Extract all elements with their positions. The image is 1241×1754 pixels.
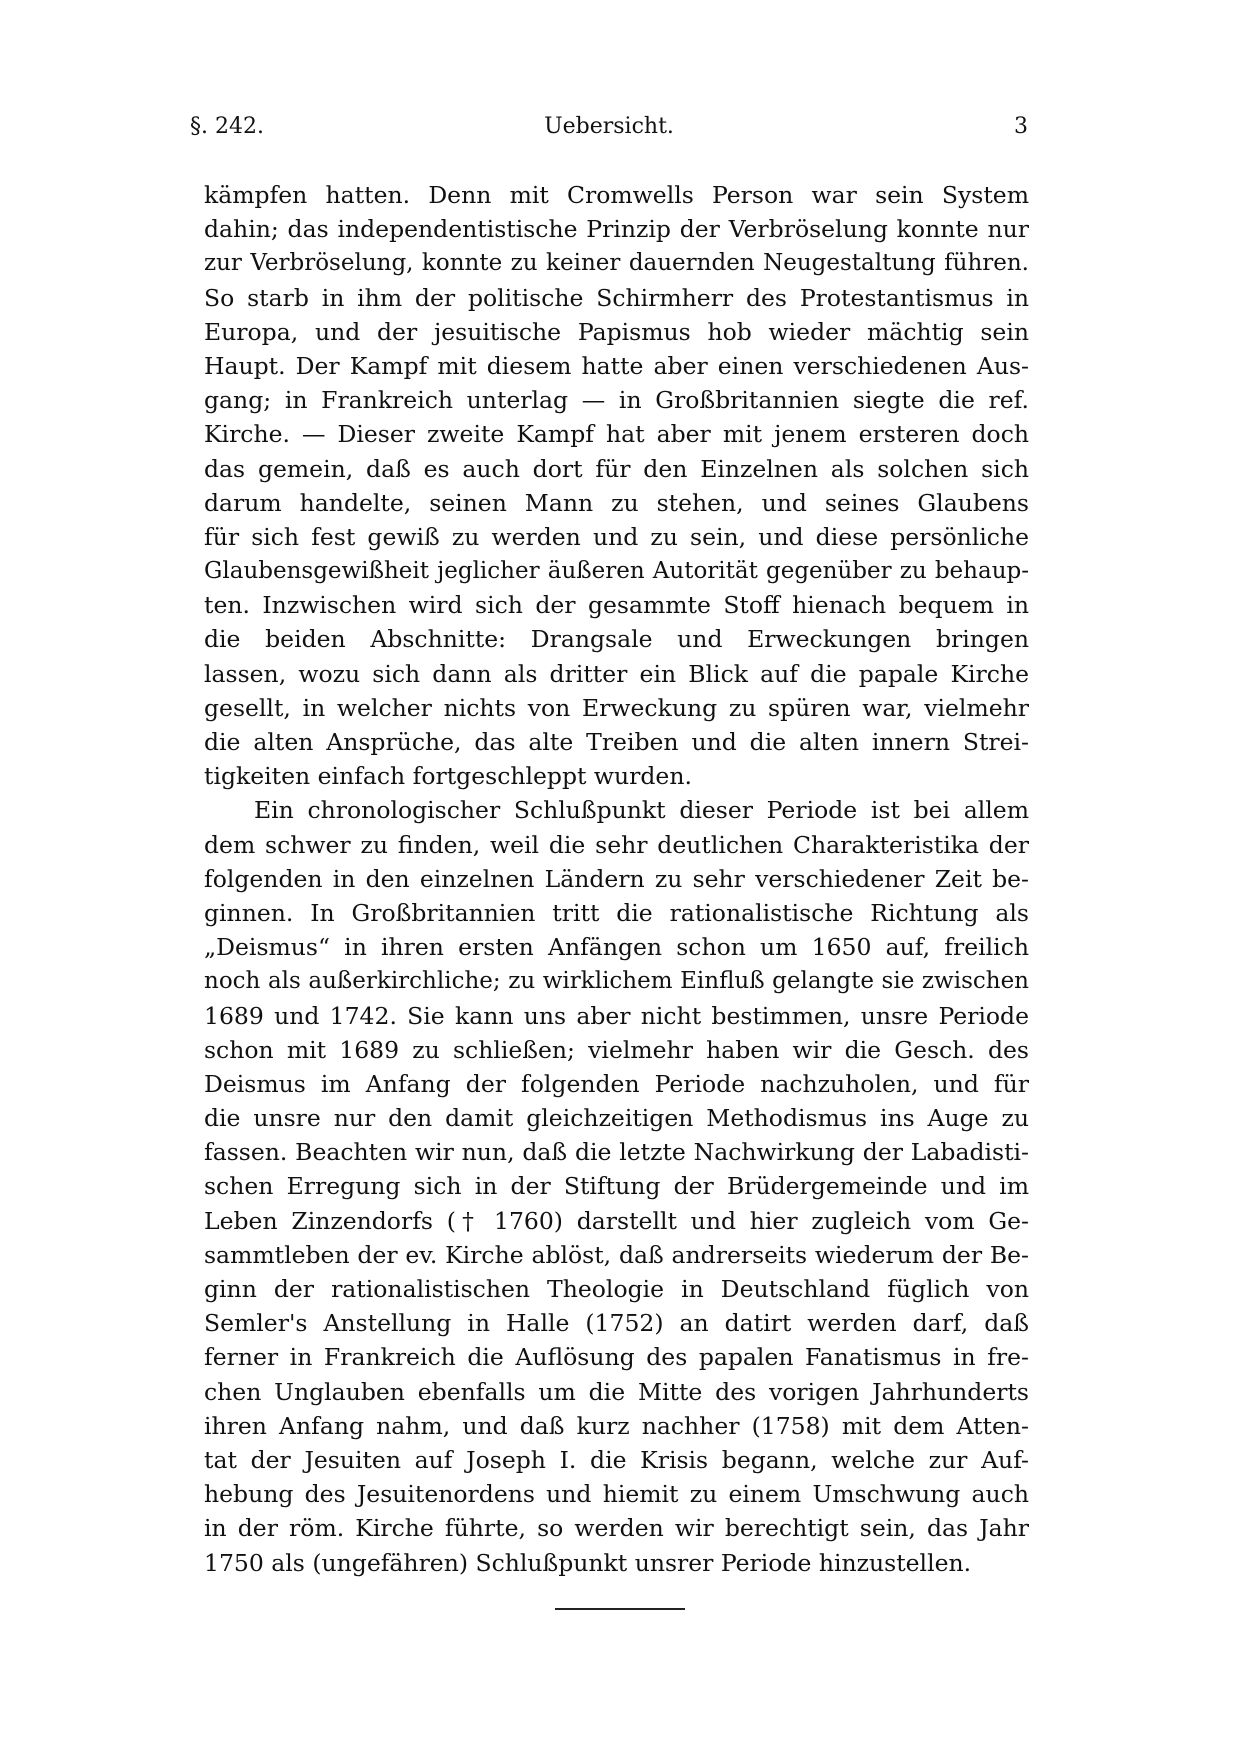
text-line: hebung des Jesuitenordens und hiemit zu einem Umschwung auch: [204, 1480, 1029, 1509]
text-line: die beiden Abschnitte: Drangsale und Erweckungen bringen: [204, 625, 1029, 654]
text-line: das gemein, daß es auch dort für den Einzelnen als solchen sich: [204, 454, 1029, 483]
text-line: ginnen. In Großbritannien tritt die rationalistische Richtung als: [204, 898, 1029, 927]
text-line: die alten Ansprüche, das alte Treiben und die alten innern Strei-: [204, 728, 1029, 756]
text-line: tigkeiten einfach fortgeschleppt wurden.: [204, 762, 692, 791]
running-header: [190, 112, 1028, 152]
text-line: Leben Zinzendorfs († 1760) darstellt und hier zugleich vom Ge-: [204, 1206, 1029, 1235]
text-line: chen Unglauben ebenfalls um die Mitte des vorigen Jahrhunderts: [204, 1377, 1029, 1406]
text-line: Ein chronologischer Schlußpunkt dieser Periode ist bei allem: [254, 796, 1029, 825]
text-line: schon mit 1689 zu schließen; vielmehr haben wir die Gesch. des: [204, 1035, 1029, 1064]
text-line: ten. Inzwischen wird sich der gesammte Stoff hienach bequem in: [204, 591, 1029, 620]
text-line: Glaubensgewißheit jeglicher äußeren Autorität gegenüber zu behaup-: [204, 558, 1029, 585]
text-line: kämpfen hatten. Denn mit Cromwells Person war sein System: [204, 181, 1029, 209]
text-line: die unsre nur den damit gleichzeitigen Methodismus ins Auge zu: [204, 1104, 1029, 1133]
text-line: ihren Anfang nahm, und daß kurz nachher (1758) mit dem Atten-: [204, 1411, 1029, 1440]
text-line: tat der Jesuiten auf Joseph I. die Krisis begann, welche zur Auf-: [204, 1445, 1029, 1474]
text-line: folgenden in den einzelnen Ländern zu sehr verschiedener Zeit be-: [204, 864, 1029, 893]
text-line: dahin; das independentistische Prinzip der Verbröselung konnte nur: [204, 215, 1029, 244]
paragraph-2: [204, 793, 1029, 1579]
text-line: gang; in Frankreich unterlag — in Großbritannien siegte die ref.: [204, 386, 1029, 415]
text-line: So starb in ihm der politische Schirmherr des Protestantismus in: [204, 283, 1029, 312]
text-line: „Deismus“ in ihren ersten Anfängen schon um 1650 auf, freilich: [204, 933, 1029, 962]
text-line: sammtleben der ev. Kirche ablöst, daß andrerseits wiederum der Be-: [204, 1240, 1029, 1269]
text-line: Haupt. Der Kampf mit diesem hatte aber einen verschiedenen Aus-: [204, 351, 1029, 380]
text-line: Deismus im Anfang der folgenden Periode nachzuholen, und für: [204, 1069, 1029, 1098]
text-line: fassen. Beachten wir nun, daß die letzte Nachwirkung der Labadisti-: [204, 1138, 1029, 1167]
paragraph-1: [204, 178, 1029, 793]
text-line: 1750 als (ungefähren) Schlußpunkt unsrer Periode hinzustellen.: [204, 1548, 972, 1577]
section-number: §. 242.: [190, 114, 264, 139]
page-number: 3: [1014, 114, 1028, 139]
text-line: lassen, wozu sich dann als dritter ein Blick auf die papale Kirche: [204, 659, 1029, 688]
text-line: schen Erregung sich in der Stiftung der Brüdergemeinde und im: [204, 1172, 1029, 1201]
text-line: ginn der rationalistischen Theologie in Deutschland füglich von: [204, 1275, 1029, 1303]
section-end-rule: [555, 1608, 685, 1610]
text-line: für sich fest gewiß zu werden und zu sein, und diese persönliche: [204, 522, 1029, 551]
text-line: in der röm. Kirche führte, so werden wir berechtigt sein, das Jahr: [204, 1514, 1029, 1543]
text-line: zur Verbröselung, konnte zu keiner dauernden Neugestaltung führen.: [204, 250, 1029, 277]
text-line: 1689 und 1742. Sie kann uns aber nicht bestimmen, unsre Periode: [204, 1001, 1029, 1030]
text-line: dem schwer zu finden, weil die sehr deutlichen Charakteristika der: [204, 830, 1029, 859]
text-line: darum handelte, seinen Mann zu stehen, und seines Glaubens: [204, 488, 1029, 517]
text-line: Europa, und der jesuitische Papismus hob wieder mächtig sein: [204, 317, 1029, 346]
text-line: noch als außerkirchliche; zu wirklichem Einfluß gelangte sie zwischen: [204, 968, 1029, 995]
text-line: Kirche. — Dieser zweite Kampf hat aber mit jenem ersteren doch: [204, 420, 1029, 449]
text-line: gesellt, in welcher nichts von Erweckung zu spüren war, vielmehr: [204, 693, 1029, 722]
text-line: ferner in Frankreich die Auflösung des papalen Fanatismus in fre-: [204, 1343, 1029, 1372]
running-title: Uebersicht.: [544, 114, 674, 139]
text-line: Semler's Anstellung in Halle (1752) an datirt werden darf, daß: [204, 1309, 1029, 1338]
body-text: [204, 178, 1029, 1580]
